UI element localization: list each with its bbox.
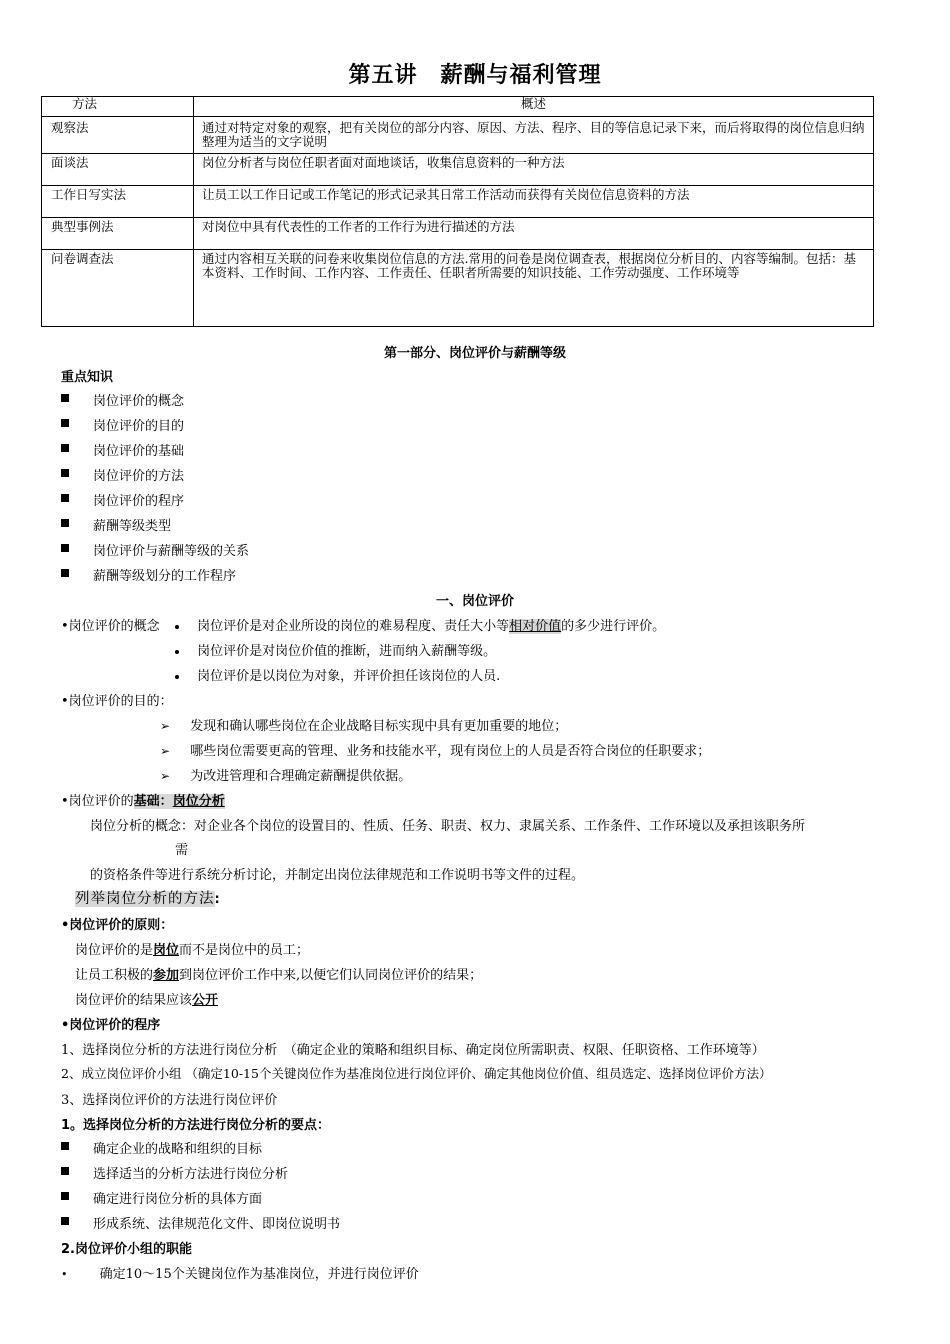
section-heading: 一、岗位评价 (435, 594, 514, 609)
analysis-concept-wrap: 需 (175, 843, 189, 858)
subsection-heading: 1。选择岗位分析的方法进行岗位分析的要点： (61, 1118, 331, 1133)
method-cell: 面谈法 (42, 154, 194, 186)
overview-cell: 让员工以工作日记或工作笔记的形式记录其日常工作活动而获得有关岗位信息资料的方法 (194, 186, 874, 218)
method-cell: 工作日写实法 (42, 186, 194, 218)
table-row (42, 154, 874, 186)
table-row (42, 218, 874, 250)
square-bullet-icon (61, 1192, 69, 1200)
table-row (42, 117, 874, 154)
method-cell: 观察法 (42, 117, 194, 154)
procedure-step: 2、成立岗位评价小组 （确定10-15个关键岗位作为基准岗位进行岗位评价、确定其他岗位价值、组员选定、选择岗位评价方法） (61, 1066, 772, 1081)
overview-cell: 通过内容相互关联的问卷来收集岗位信息的方法.常用的问卷是岗位调查表，根据岗位分析目的、内容等编制。包括：基本资料、工作时间、工作内容、工作责任、任职者所需要的知识技能、工作劳动强度、工作环境等 (194, 250, 874, 327)
square-bullet-icon (61, 1142, 69, 1150)
square-bullet-icon (61, 1167, 69, 1175)
principle-item: 岗位评价的结果应该公开 (75, 993, 219, 1008)
overview-cell: 对岗位中具有代表性的工作者的工作行为进行描述的方法 (194, 218, 874, 250)
part-heading: 第一部分、岗位评价与薪酬等级 (383, 346, 566, 361)
arrow-bullet-icon: ➢ (160, 744, 171, 758)
purpose-label: •岗位评价的目的： (61, 694, 173, 709)
basis-highlight: 基础： (133, 794, 173, 809)
square-bullet-icon (61, 519, 69, 527)
square-bullet-icon (61, 544, 69, 552)
square-bullet-icon (61, 469, 69, 477)
bullet-dot-icon (175, 675, 179, 679)
subsection-heading: 2.岗位评价小组的职能 (61, 1242, 192, 1257)
table-header-row (42, 97, 874, 117)
header-overview: 概述 (194, 97, 874, 117)
square-bullet-icon (61, 494, 69, 502)
concept-item: 岗位评价是以岗位为对象，并评价担任该岗位的人员. (175, 665, 500, 684)
square-bullet-icon (61, 394, 69, 402)
purpose-item: ➢ 哪些岗位需要更高的管理、业务和技能水平，现有岗位上的人员是否符合岗位的任职要求； (160, 744, 711, 759)
purpose-item: ➢ 发现和确认哪些岗位在企业战略目标实现中具有更加重要的地位； (160, 719, 568, 734)
highlight-relative-value: 相对价值 (509, 619, 562, 634)
square-bullet-icon (61, 419, 69, 427)
arrow-bullet-icon: ➢ (160, 719, 171, 733)
principle-item: 让员工积极的参加到岗位评价工作中来,以便它们认同岗位评价的结果； (75, 968, 483, 983)
analysis-concept-line: 的资格条件等进行系统分析讨论，并制定出岗位法律规范和工作说明书等文件的过程。 (90, 868, 585, 883)
method-cell: 典型事例法 (42, 218, 194, 250)
list-item: • 确定10～15个关键岗位作为基准岗位，并进行岗位评价 (61, 1267, 419, 1282)
table-row (42, 186, 874, 218)
concept-label: •岗位评价的概念 (61, 619, 160, 634)
square-bullet-icon (61, 569, 69, 577)
purpose-item: ➢ 为改进管理和合理确定薪酬提供依据。 (160, 769, 412, 784)
basis-line: •岗位评价的基础：岗位分析 (61, 794, 225, 809)
method-cell: 问卷调查法 (42, 250, 194, 327)
header-method: 方法 (42, 97, 194, 117)
bullet-dot-icon (175, 650, 179, 654)
key-knowledge-heading: 重点知识 (61, 370, 114, 385)
bullet-dot-icon: • (61, 1268, 68, 1281)
concept-item: 岗位评价是对岗位价值的推断，进而纳入薪酬等级。 (175, 640, 496, 659)
job-analysis-methods-table (41, 96, 874, 327)
procedure-heading: •岗位评价的程序 (61, 1018, 161, 1033)
overview-cell: 通过对特定对象的观察，把有关岗位的部分内容、原因、方法、程序、目的等信息记录下来，而后将取得的岗位信息归纳整理为适当的文字说明 (194, 117, 874, 154)
page-title: 第五讲 薪酬与福利管理 (348, 63, 602, 88)
document-page: 第五讲 薪酬与福利管理 方法 概述 观察法 通过对特定对象的观察，把有关岗位的部分内容、原因、方法、程序、目的等信息记录下来，而后将取得的岗位信息归纳整理为适当的文字说明 面谈法 岗位分析者与岗位任职者面对面地谈话，收集信息资料的一种方法 工作日写实法 让员工以工作日记或工作笔记的形式记录其日常工作活动而获得有关岗位信息资料的方法 典型事例法 对岗位中具有代表性的工作者的工作行为进行描述的方法 问卷调查法 通过内容相互关联的问卷来收集岗位信息的方法.常用的问卷是岗位调查表，根据岗位分析目的、内容等编制。包括：基本资料、工作时间、工作内容、工作责任、任职者所需要的知识技能、工作劳动强度、工作环境等 第一部分、岗位评价与薪酬等级 重点知识 岗位评价的概念 岗位评价的目的 岗位评价的基础 岗位评价的方法 岗位评价的程序 薪酬等级类型 岗位评价与薪酬等级的关系 薪酬等级划分的工作程序 一、岗位评价 •岗位评价的概念 岗位评价是对企业所设的岗位的难易程度、责任大小等相对价值的多少进行评价。 岗位评价是对岗位价值的推断，进而纳入薪酬等级。 岗位评价是以岗位为对象，并评价担任该岗位的人员. •岗位评价的目的： ➢ 发现和确认哪些岗位在企业战略目标实现中具有更加重要的地位； ➢ 哪些岗位需要更高的管理、业务和技能水平，现有岗位上的人员是否符合岗位的任职要求； ➢ 为改进管理和合理确定薪酬提供依据。 •岗位评价的基础：岗位分析 岗位分析的概念：对企业各个岗位的设置目的、性质、任务、职责、权力、隶属关系、工作条件、工作环境以及承担该职务所 需 的资格条件等进行系统分析讨论，并制定出岗位法律规范和工作说明书等文件的过程。 列举岗位分析的方法: •岗位评价的原则： 岗位评价的是岗位而不是岗位中的员工； 让员工积极的参加到岗位评价工作中来,以便它们认同岗位评价的结果； 岗位评价的结果应该公开 •岗位评价的程序 1、选择岗位分析的方法进行岗位分析 （确定企业的策略和组织目标、确定岗位所需职责、权限、任职资格、工作环境等） 2、成立岗位评价小组 （确定10-15个关键岗位作为基准岗位进行岗位评价、确定其他岗位价值、组员选定、选择岗位评价方法） 3、选择岗位评价的方法进行岗位评价 1。选择岗位分析的方法进行岗位分析的要点： 确定企业的战略和组织的目标 选择适当的分析方法进行岗位分析 确定进行岗位分析的具体方面 形成系统、法律规范化文件、即岗位说明书 2.岗位评价小组的职能 • 确定10～15个关键岗位作为基准岗位，并进行岗位评价 (0, 0, 950, 1344)
square-bullet-icon (61, 444, 69, 452)
procedure-step: 3、选择岗位评价的方法进行岗位评价 (61, 1093, 278, 1108)
principle-item: 岗位评价的是岗位而不是岗位中的员工； (75, 943, 310, 958)
bullet-dot-icon (175, 625, 179, 629)
procedure-step: 1、选择岗位分析的方法进行岗位分析 （确定企业的策略和组织目标、确定岗位所需职责、权限、任职资格、工作环境等） (61, 1043, 765, 1058)
list-methods-prompt: 列举岗位分析的方法: (75, 891, 220, 907)
principles-heading: •岗位评价的原则： (61, 918, 174, 933)
overview-cell: 岗位分析者与岗位任职者面对面地谈话，收集信息资料的一种方法 (194, 154, 874, 186)
concept-item: 岗位评价是对企业所设的岗位的难易程度、责任大小等相对价值的多少进行评价。 (175, 615, 665, 634)
job-analysis-highlight: 岗位分析 (172, 794, 225, 809)
analysis-concept-line: 岗位分析的概念：对企业各个岗位的设置目的、性质、任务、职责、权力、隶属关系、工作条件、工作环境以及承担该职务所 (90, 819, 806, 834)
square-bullet-icon (61, 1217, 69, 1225)
table-row (42, 250, 874, 327)
arrow-bullet-icon: ➢ (160, 769, 171, 783)
